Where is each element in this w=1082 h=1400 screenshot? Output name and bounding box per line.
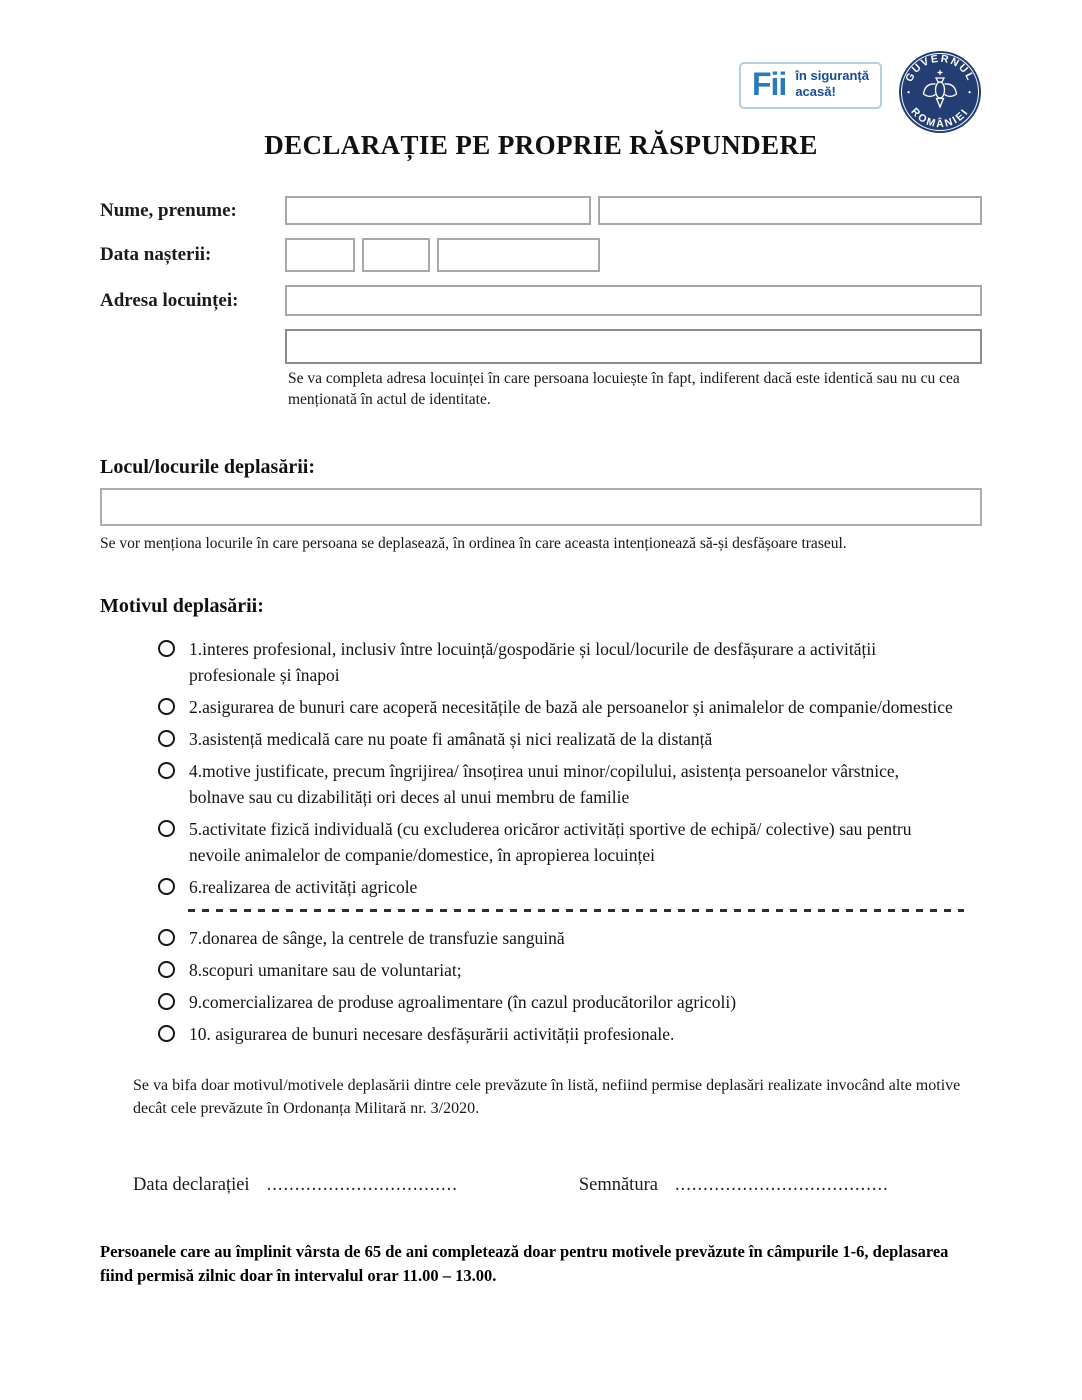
signature-label: Semnătura bbox=[578, 1174, 658, 1195]
seal-dot-right: • bbox=[968, 87, 972, 98]
address-row bbox=[100, 285, 982, 316]
reason-radio-9[interactable] bbox=[158, 993, 175, 1010]
reason-item-10 bbox=[158, 1021, 958, 1047]
reason-item-8 bbox=[158, 957, 958, 983]
address-row-2 bbox=[285, 329, 982, 364]
reason-label-10: 10. asigurarea de bunuri necesare desfășurării activității profesionale. bbox=[189, 1024, 675, 1045]
form-content bbox=[100, 196, 982, 1289]
travel-reason-heading: Motivul deplasării: bbox=[100, 595, 264, 618]
reason-radio-5[interactable] bbox=[158, 820, 175, 837]
reason-label-3: 3.asistență medicală care nu poate fi amânată și nici realizată de la distanță bbox=[189, 729, 713, 750]
fii-tagline-line1: în siguranță bbox=[795, 68, 869, 84]
reason-radio-6[interactable] bbox=[158, 878, 175, 895]
seal-text-top: GUVERNUL bbox=[903, 52, 977, 84]
fii-logo-tagline bbox=[795, 68, 869, 100]
reason-item-9 bbox=[158, 989, 958, 1015]
reason-radio-8[interactable] bbox=[158, 961, 175, 978]
address-line1-input[interactable] bbox=[285, 285, 982, 316]
reason-item-6 bbox=[158, 874, 958, 900]
header-logos bbox=[739, 50, 982, 134]
reason-label-1: 1.interes profesional, inclusiv între locuință/gospodărie și locul/locurile de desfășurare a activității profesionale și înapoi bbox=[189, 639, 877, 686]
travel-places-input[interactable] bbox=[100, 488, 982, 526]
reason-label-8: 8.scopuri umanitare sau de voluntariat; bbox=[189, 960, 462, 981]
birthdate-label: Data nașterii: bbox=[100, 244, 212, 265]
reason-item-3 bbox=[158, 726, 958, 752]
travel-places-section bbox=[100, 456, 982, 553]
age-65-note: Persoanele care au împlinit vârsta de 65 de ani completează doar pentru motivele prevăzute în câmpurile 1-6, deplasarea fiind permisă zilnic doar în intervalul orar 11.00 – 13.00. bbox=[100, 1241, 949, 1286]
reason-radio-1[interactable] bbox=[158, 640, 175, 657]
name-row bbox=[100, 196, 982, 225]
birth-year-input[interactable] bbox=[437, 238, 600, 272]
signature-row bbox=[133, 1175, 982, 1196]
reason-label-2: 2.asigurarea de bunuri care acoperă necesitățile de bază ale persoanelor și animalelor de companie/domestice bbox=[189, 697, 953, 718]
reason-radio-10[interactable] bbox=[158, 1025, 175, 1042]
reason-item-5 bbox=[158, 816, 958, 868]
birth-month-input[interactable] bbox=[362, 238, 430, 272]
name-label: Nume, prenume: bbox=[100, 199, 237, 221]
seal-text-bottom: ROMÂNIEI bbox=[908, 105, 972, 131]
reason-label-9: 9.comercializarea de produse agroalimentare (în cazul producătorilor agricoli) bbox=[189, 992, 737, 1013]
birthdate-row bbox=[100, 238, 982, 272]
first-name-input[interactable] bbox=[598, 196, 982, 225]
address-note: Se va completa adresa locuinței în care persoana locuiește în fapt, indiferent dacă este identică sau nu cu cea menționată în actul de identitate. bbox=[288, 370, 960, 408]
reason-list bbox=[158, 636, 958, 1047]
reason-item-1 bbox=[158, 636, 958, 688]
reason-label-5: 5.activitate fizică individuală (cu excluderea oricăror activități sportive de echipă/ colective) sau pentru nevoile animalelor de companie/domestice, în apropierea locuinței bbox=[189, 819, 912, 866]
reason-radio-2[interactable] bbox=[158, 698, 175, 715]
declaration-date-line[interactable]: .................................. bbox=[266, 1174, 458, 1195]
travel-places-note: Se vor menționa locurile în care persoana se deplasează, în ordinea în care aceasta intenționează să-și desfășoare traseul. bbox=[100, 535, 847, 553]
reason-item-7 bbox=[158, 925, 958, 951]
fii-tagline-line2: acasă! bbox=[795, 84, 836, 99]
reason-note: Se va bifa doar motivul/motivele deplasării dintre cele prevăzute în listă, nefiind permise deplasări realizate invocând alte motive decât cele prevăzute în Ordonanța Militară nr. 3/2020. bbox=[133, 1077, 961, 1117]
birth-day-input[interactable] bbox=[285, 238, 355, 272]
reason-label-6: 6.realizarea de activități agricole bbox=[189, 877, 418, 898]
reason-item-4 bbox=[158, 758, 958, 810]
guvernul-romaniei-seal-icon bbox=[898, 50, 982, 134]
reason-radio-3[interactable] bbox=[158, 730, 175, 747]
address-line2-input[interactable] bbox=[285, 329, 982, 364]
reason-label-4: 4.motive justificate, precum îngrijirea/ însoțirea unui minor/copilului, asistența persoanelor vârstnice, bolnave sau cu dizabilități ori deces al unui membru de familie bbox=[189, 761, 900, 808]
declaration-date-label: Data declarației bbox=[133, 1174, 250, 1195]
dashed-separator bbox=[188, 909, 964, 912]
reason-item-2 bbox=[158, 694, 958, 720]
fii-acasa-logo bbox=[739, 62, 882, 109]
reason-radio-7[interactable] bbox=[158, 929, 175, 946]
seal-dot-left: • bbox=[907, 87, 911, 98]
reason-radio-4[interactable] bbox=[158, 762, 175, 779]
signature-line[interactable]: ...................................... bbox=[674, 1174, 889, 1195]
reason-label-7: 7.donarea de sânge, la centrele de transfuzie sanguină bbox=[189, 928, 565, 949]
travel-places-heading: Locul/locurile deplasării: bbox=[100, 456, 315, 479]
last-name-input[interactable] bbox=[285, 196, 591, 225]
travel-reason-section bbox=[100, 595, 982, 1120]
address-label: Adresa locuinței: bbox=[100, 289, 239, 311]
fii-logo-text: Fii bbox=[751, 66, 787, 102]
page-title: DECLARAȚIE PE PROPRIE RĂSPUNDERE bbox=[264, 130, 818, 160]
